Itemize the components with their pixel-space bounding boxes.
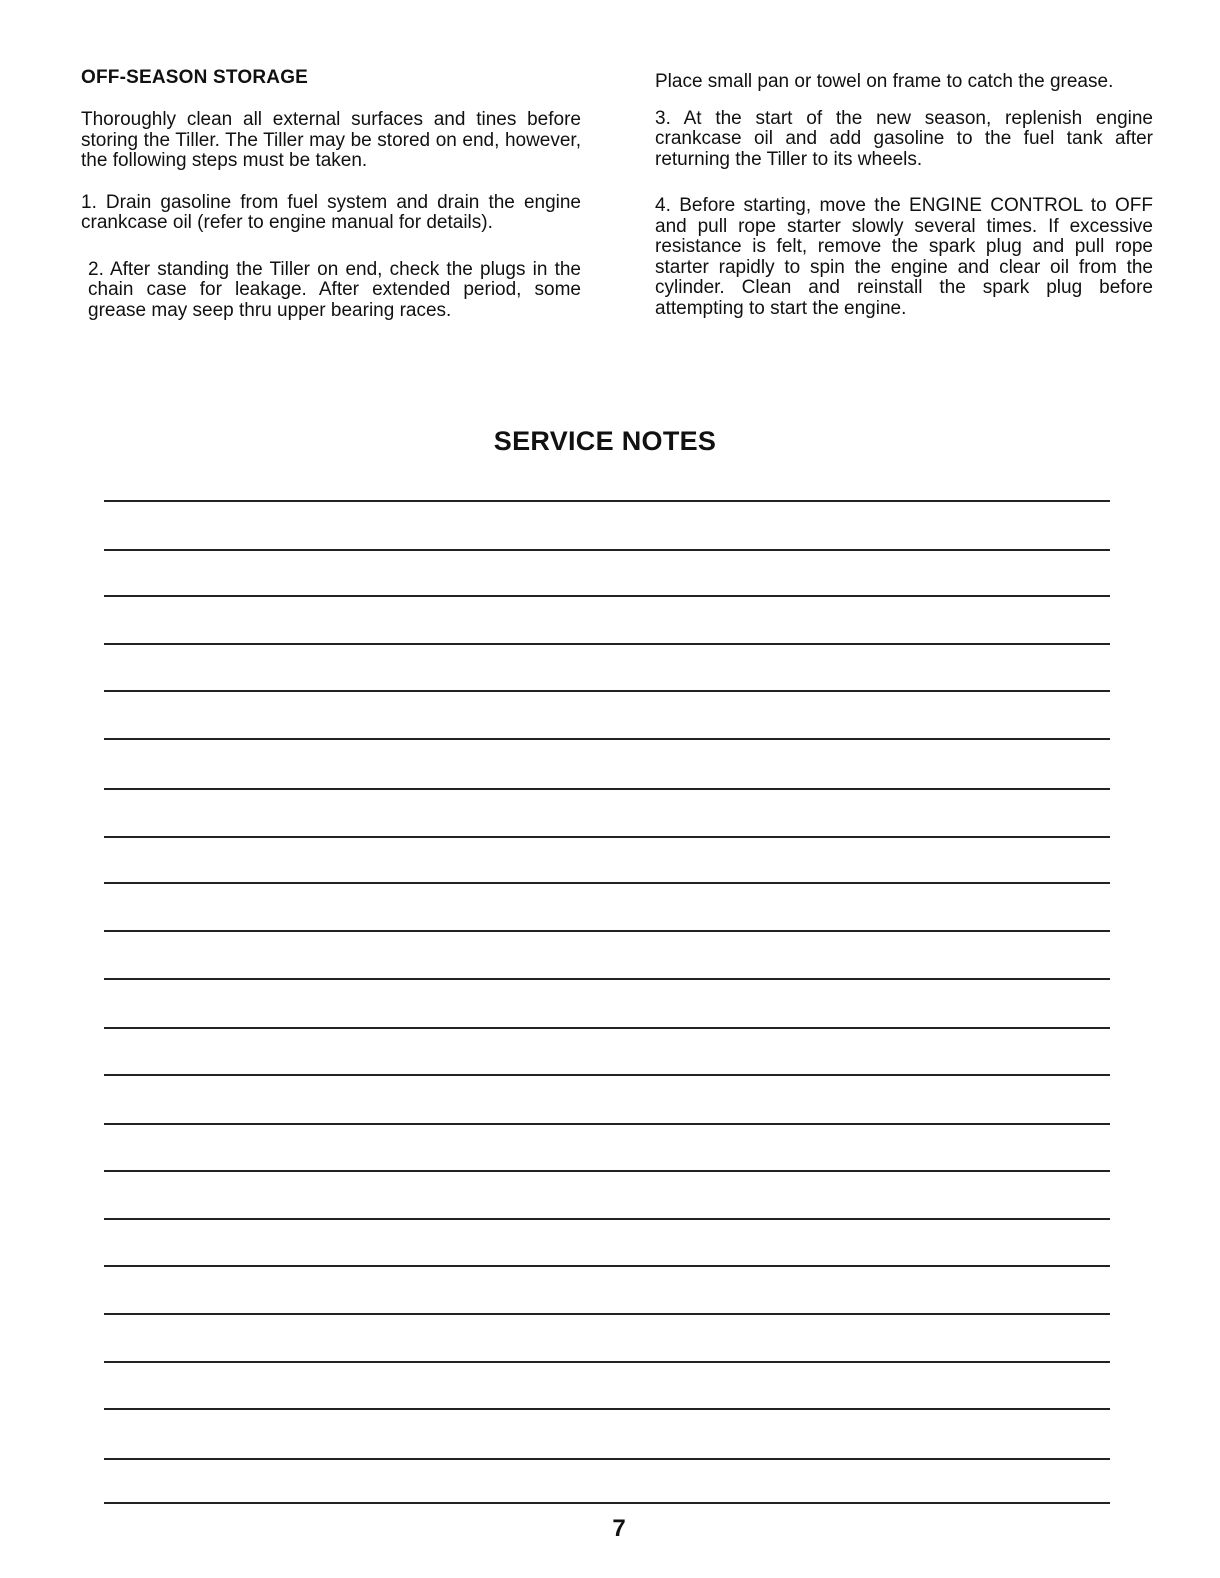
- note-line: [104, 1074, 1110, 1076]
- note-line: [104, 500, 1110, 502]
- page-number: 7: [612, 1515, 626, 1542]
- note-line: [104, 690, 1110, 692]
- left-column: [81, 66, 581, 321]
- note-line: [104, 1313, 1110, 1315]
- note-line: [104, 1265, 1110, 1267]
- note-line: [104, 930, 1110, 932]
- right-column: [655, 72, 1153, 319]
- note-line: [104, 1170, 1110, 1172]
- note-line: [104, 1361, 1110, 1363]
- note-line: [104, 549, 1110, 551]
- note-line: [104, 738, 1110, 740]
- storage-intro-paragraph: Thoroughly clean all external surfaces and tines before storing the Tiller. The Tiller may be stored on end, however, the following steps must be taken.: [81, 109, 581, 171]
- step-3-paragraph: 3. At the start of the new season, replenish engine crankcase oil and add gasoline to the fuel tank after returning the Tiller to its wheels.: [655, 107, 1153, 170]
- service-notes-title: SERVICE NOTES: [493, 426, 717, 456]
- note-line: [104, 1502, 1110, 1504]
- step-2-paragraph: 2. After standing the Tiller on end, check the plugs in the chain case for leakage. After extended period, some grease may seep thru upper bearing races.: [88, 258, 581, 321]
- note-line: [104, 1458, 1110, 1460]
- note-line: [104, 1123, 1110, 1125]
- note-line: [104, 595, 1110, 597]
- note-line: [104, 643, 1110, 645]
- note-line: [104, 882, 1110, 884]
- note-line: [104, 1408, 1110, 1410]
- grease-pan-paragraph: Place small pan or towel on frame to catch the grease.: [655, 71, 1114, 92]
- off-season-storage-heading: OFF-SEASON STORAGE: [81, 67, 309, 88]
- note-line: [104, 1218, 1110, 1220]
- note-line: [104, 836, 1110, 838]
- step-4-paragraph: 4. Before starting, move the ENGINE CONTROL to OFF and pull rope starter slowly several times. If excessive resistance is felt, remove the spark plug and pull rope starter rapidly to spin the engine and clear oil from the cylinder. Clean and reinstall the spark plug before attempting to start the engine.: [655, 195, 1153, 319]
- note-line: [104, 978, 1110, 980]
- note-line: [104, 1027, 1110, 1029]
- step-1-paragraph: 1. Drain gasoline from fuel system and drain the engine crankcase oil (refer to engine manual for details).: [81, 191, 581, 233]
- note-line: [104, 788, 1110, 790]
